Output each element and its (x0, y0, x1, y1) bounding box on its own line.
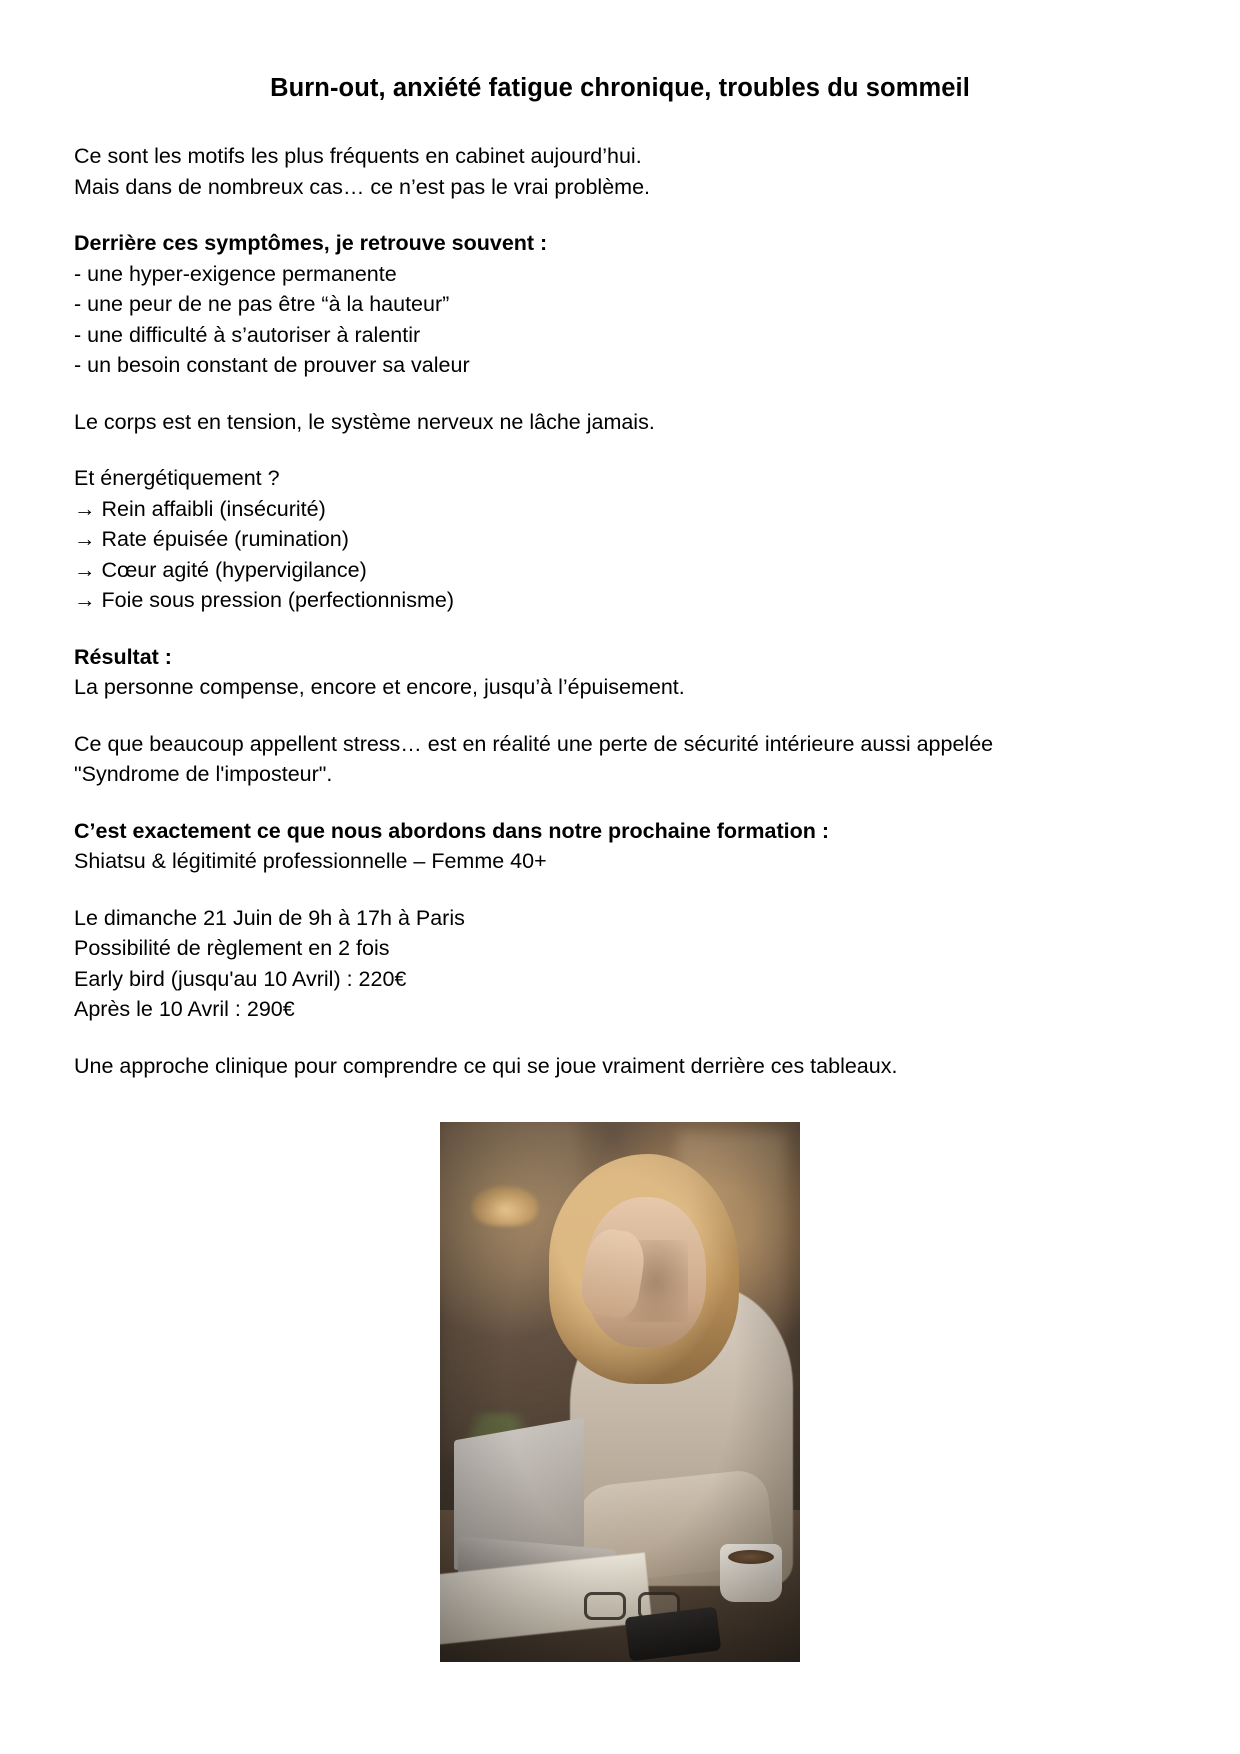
text-line-heading: C’est exactement ce que nous abordons dans notre prochaine formation : (74, 818, 830, 843)
page-title: Burn-out, anxiété fatigue chronique, troubles du sommeil (270, 74, 970, 102)
impostor-paragraph (74, 729, 1166, 790)
text-line: Ce sont les motifs les plus fréquents en cabinet aujourd’hui. (74, 144, 642, 169)
paragraph-spacer (74, 381, 1166, 407)
paragraph-spacer (74, 437, 1166, 463)
paragraph-spacer (74, 790, 1166, 816)
text-line-heading: Derrière ces symptômes, je retrouve souvent : (74, 231, 548, 256)
paragraph-spacer (74, 1025, 1166, 1051)
list-item: - une difficulté à s’autoriser à ralentir (74, 322, 421, 347)
paragraph-spacer (74, 877, 1166, 903)
text-line: Le corps est en tension, le système nerveux ne lâche jamais. (74, 409, 655, 434)
document-body (74, 141, 1166, 1081)
figure-container (74, 1122, 1166, 1662)
result-paragraph (74, 642, 1166, 703)
text-line: La personne compense, encore et encore, jusqu’à l’épuisement. (74, 675, 685, 700)
logistics-paragraph (74, 903, 1166, 1025)
list-item: - un besoin constant de prouver sa valeur (74, 353, 470, 378)
list-item: → Rate épuisée (rumination) (74, 527, 349, 552)
text-line: Mais dans de nombreux cas… ce n’est pas le vrai problème. (74, 174, 650, 199)
text-line: Après le 10 Avril : 290€ (74, 997, 295, 1022)
energetics-paragraph (74, 463, 1166, 616)
text-line: Le dimanche 21 Juin de 9h à 17h à Paris (74, 905, 465, 930)
list-item: - une hyper-exigence permanente (74, 261, 397, 286)
closing-paragraph (74, 1051, 1166, 1082)
text-line: "Syndrome de l'imposteur". (74, 762, 333, 787)
text-line: Possibilité de règlement en 2 fois (74, 936, 390, 961)
text-line: Et énergétiquement ? (74, 466, 280, 491)
symptoms-paragraph (74, 228, 1166, 381)
list-item: - une peur de ne pas être “à la hauteur” (74, 292, 450, 317)
tension-paragraph (74, 407, 1166, 438)
list-item: → Rein affaibli (insécurité) (74, 496, 326, 521)
photo-vignette (440, 1122, 800, 1662)
photo-tired-woman-at-laptop (440, 1122, 800, 1662)
paragraph-spacer (74, 202, 1166, 228)
list-item: → Foie sous pression (perfectionnisme) (74, 588, 454, 613)
list-item: → Cœur agité (hypervigilance) (74, 557, 367, 582)
intro-paragraph (74, 141, 1166, 202)
paragraph-spacer (74, 616, 1166, 642)
text-line: Shiatsu & légitimité professionnelle – Femme 40+ (74, 849, 547, 874)
paragraph-spacer (74, 703, 1166, 729)
text-line: Early bird (jusqu'au 10 Avril) : 220€ (74, 966, 407, 991)
text-line: Une approche clinique pour comprendre ce qui se joue vraiment derrière ces tableaux. (74, 1054, 898, 1078)
text-line: Ce que beaucoup appellent stress… est en réalité une perte de sécurité intérieure aussi appelée (74, 731, 994, 756)
training-paragraph (74, 816, 1166, 877)
text-line-heading: Résultat : (74, 644, 172, 669)
